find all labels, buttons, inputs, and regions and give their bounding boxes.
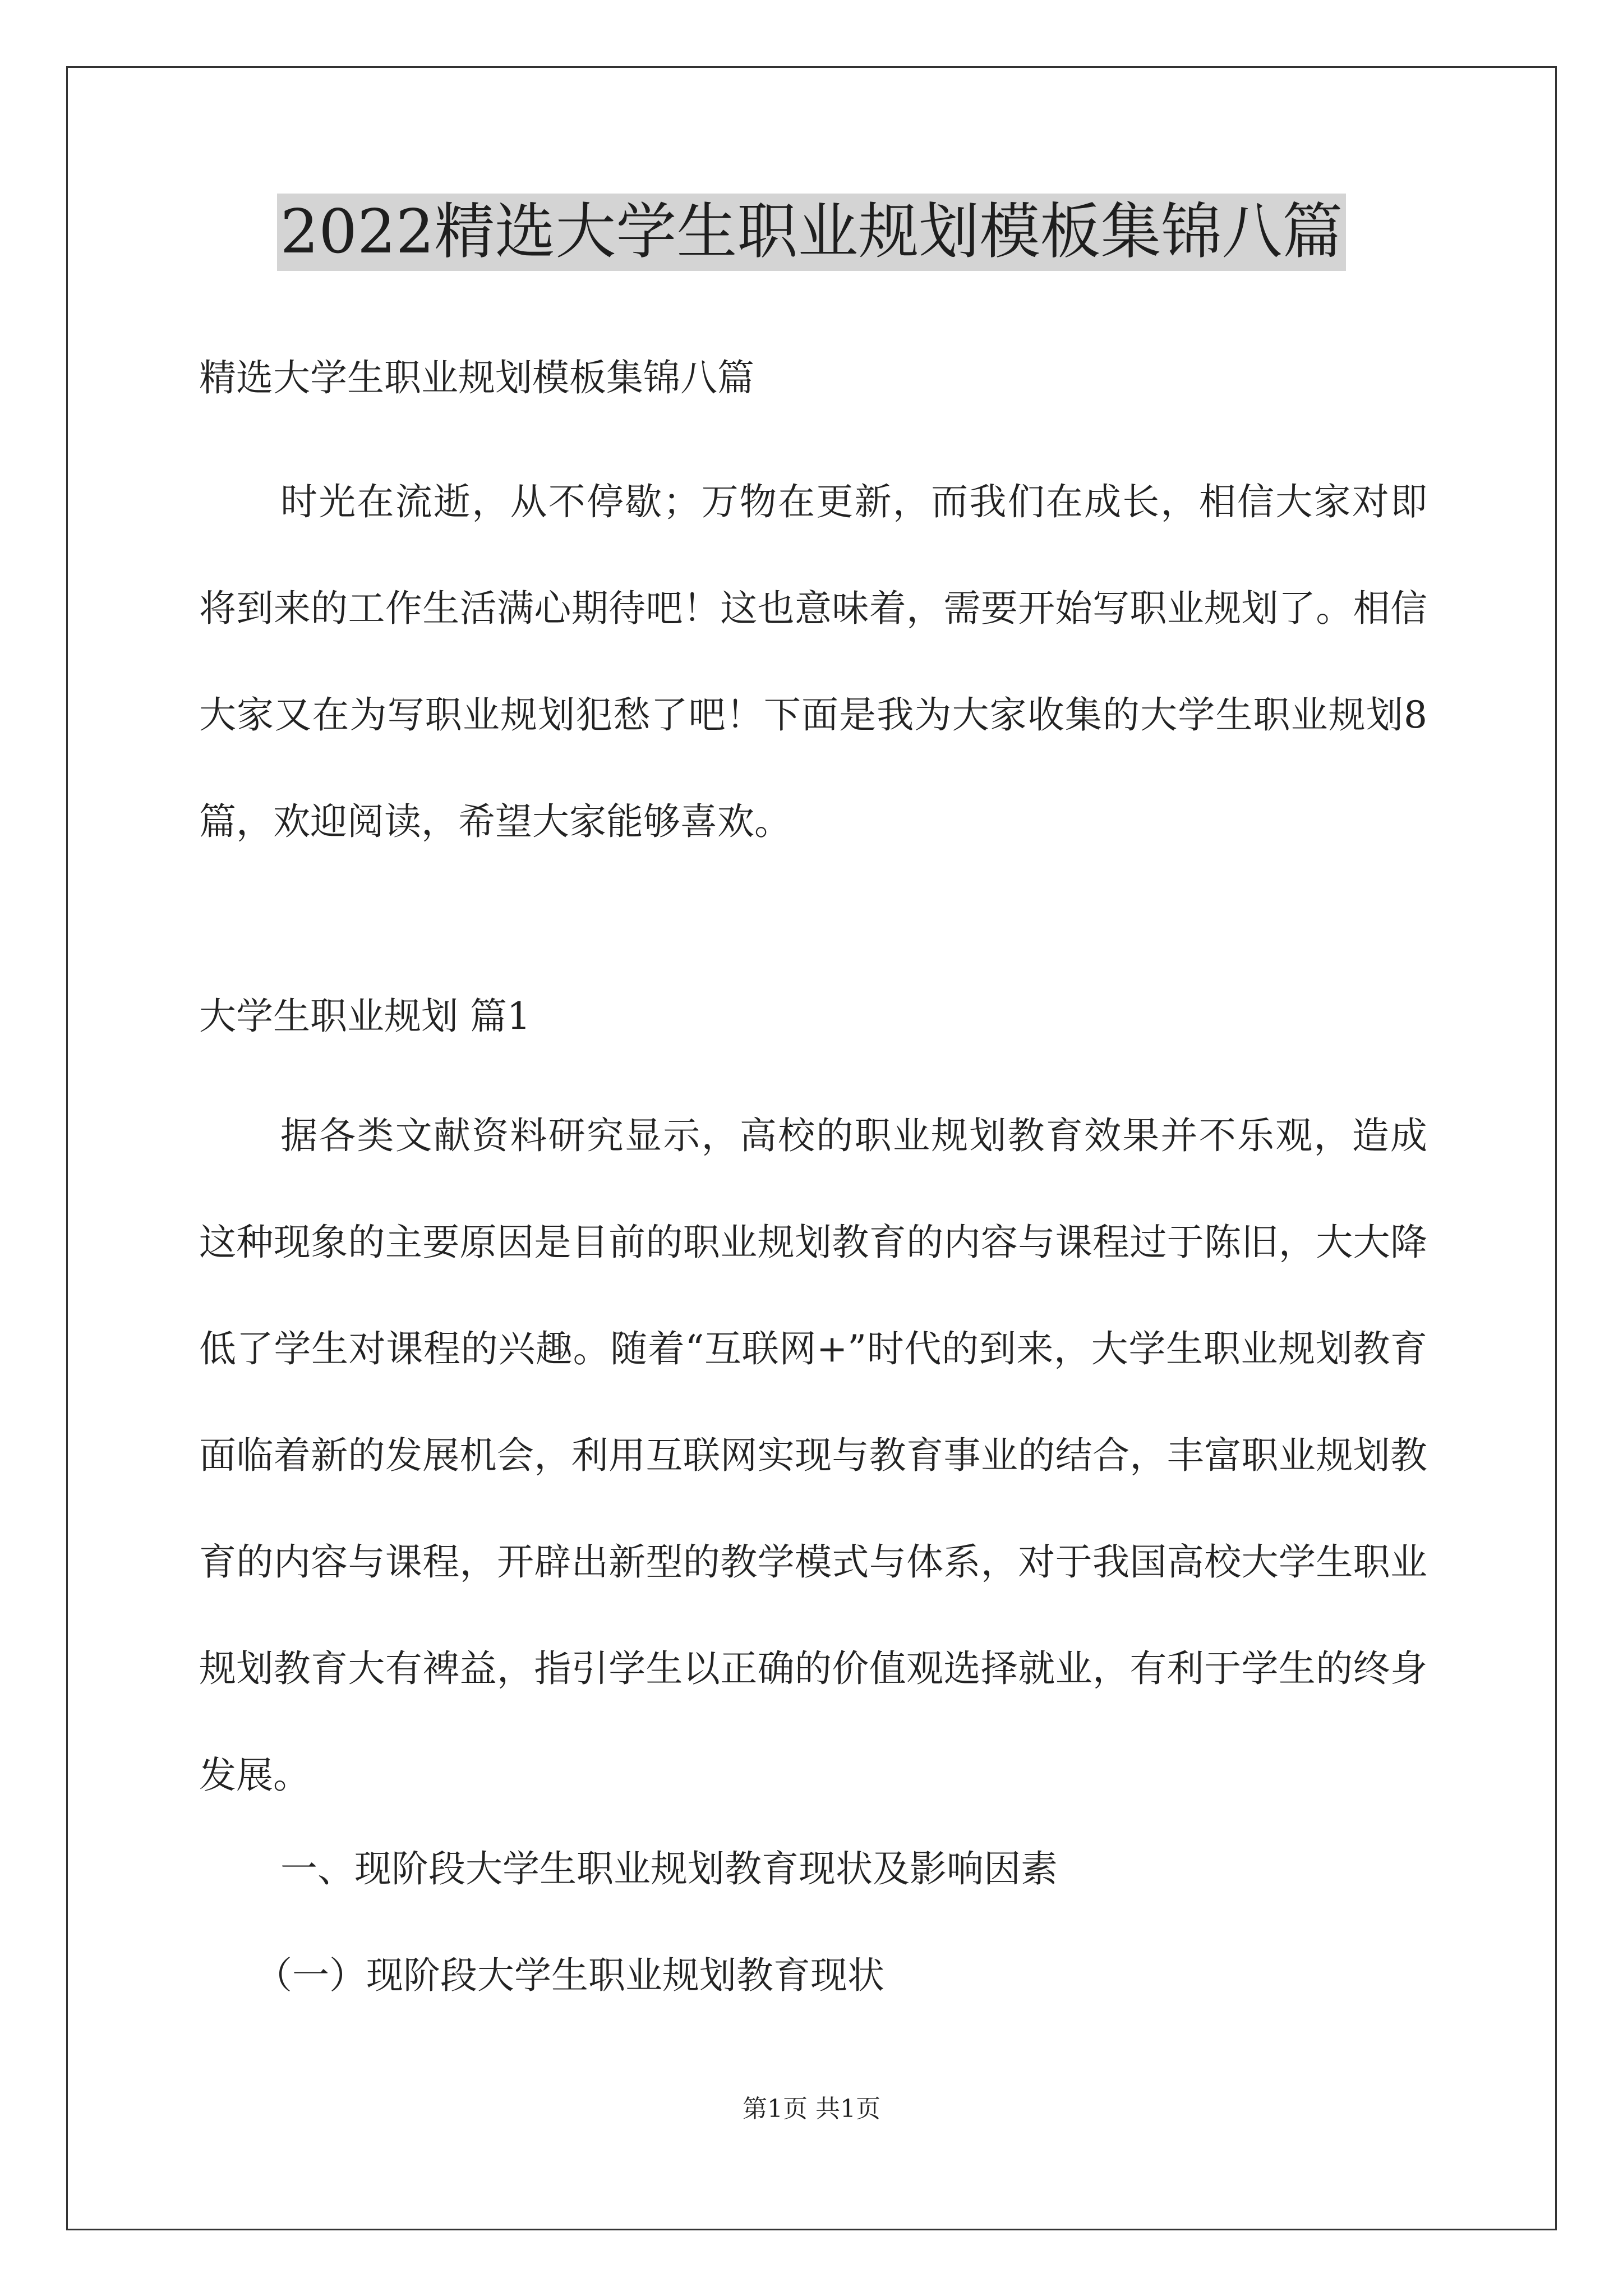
page-footer: 第1页 共1页: [743, 2095, 880, 2123]
document-subtitle: 精选大学生职业规划模板集锦八篇: [199, 356, 754, 399]
section-body-paragraph: 据各类文献资料研究显示，高校的职业规划教育效果并不乐观，造成这种现象的主要原因是目前的职业规划教育的内容与课程过于陈旧，大大降低了学生对课程的兴趣。随着“互联网+”时代的到来，大学生职业规划教育面临着新的发展机会，利用互联网实现与教育事业的结合，丰富职业规划教育的内容与课程，开辟出新型的教学模式与体系，对于我国高校大学生职业规划教育大有裨益，指引学生以正确的价值观选择就业，有利于学生的终身发展。: [199, 1114, 1427, 1797]
document-title: [0, 194, 1623, 271]
heading-level-1: 一、现阶段大学生职业规划教育现状及影响因素: [280, 1847, 1058, 1890]
section-heading: 大学生职业规划 篇1: [199, 995, 531, 1038]
heading-level-2: （一）现阶段大学生职业规划教育现状: [255, 1954, 884, 1997]
document-title-text: 2022精选大学生职业规划模板集锦八篇: [277, 194, 1347, 271]
intro-paragraph: 时光在流逝，从不停歇；万物在更新，而我们在成长，相信大家对即将到来的工作生活满心期待吧！这也意味着，需要开始写职业规划了。相信大家又在为写职业规划犯愁了吧！下面是我为大家收集的大学生职业规划8篇，欢迎阅读，希望大家能够喜欢。: [199, 480, 1427, 843]
